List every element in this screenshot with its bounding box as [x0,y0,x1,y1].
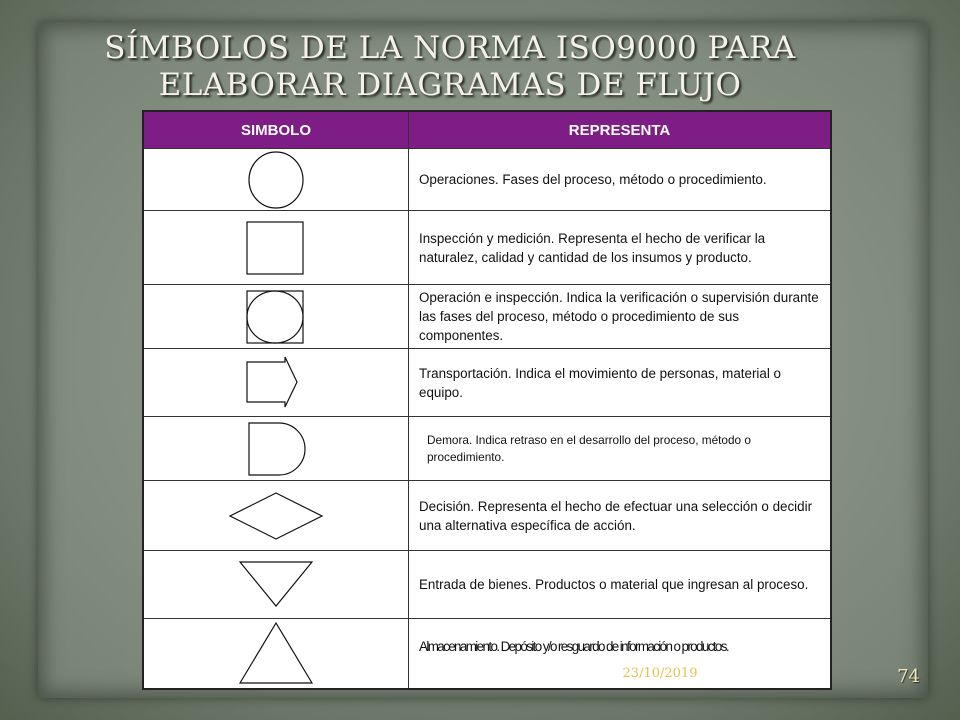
description-cell: Transportación. Indica el movimiento de personas, material o equipo. [409,349,832,417]
description-cell: Operación e inspección. Indica la verificación o supervisión durante las fases del proceso, método o procedimiento de sus componentes. [409,285,832,349]
circle-in-square-icon [241,290,311,344]
symbol-cell [143,417,409,481]
table-header-row [143,111,831,149]
slide-title [100,30,800,104]
triangle-icon [236,621,316,685]
inverted-triangle-icon [236,560,316,610]
symbol-cell [143,481,409,551]
symbol-cell [143,149,409,211]
table-row [143,285,831,349]
table-row [143,481,831,551]
slide-date: 23/10/2019 [622,666,698,681]
title-line-2: ELABORAR DIAGRAMAS DE FLUJO [158,67,742,103]
table-row [143,349,831,417]
symbols-table [142,110,832,690]
table-row [143,417,831,481]
arrow-icon [241,356,311,410]
description-cell: Entrada de bienes. Productos o material que ingresan al proceso. [409,551,832,619]
diamond-icon [226,491,326,541]
title-line-1: SÍMBOLOS DE LA NORMA ISO9000 PARA [104,30,796,66]
table-row [143,211,831,285]
symbol-cell [143,285,409,349]
symbol-cell [143,551,409,619]
symbol-cell [143,211,409,285]
header-simbolo: SIMBOLO [143,111,409,149]
table-row [143,149,831,211]
description-cell: Demora. Indica retraso en el desarrollo del proceso, método o procedimiento. [409,417,832,481]
square-icon [241,220,311,276]
header-representa: REPRESENTA [409,111,832,149]
page-number: 74 [897,666,920,687]
table-row [143,551,831,619]
d-shape-icon [241,421,311,477]
symbol-cell [143,349,409,417]
description-cell: Inspección y medición. Representa el hecho de verificar la naturalez, calidad y cantidad de los insumos y producto. [409,211,832,285]
description-cell: Decisión. Representa el hecho de efectuar una selección o decidir una alternativa específica de acción. [409,481,832,551]
symbol-cell [143,619,409,689]
circle-icon [241,150,311,210]
description-cell: Operaciones. Fases del proceso, método o procedimiento. [409,149,832,211]
description-cell: Almacenamiento. Depósito y/o resguardo de información o productos. [409,619,832,689]
